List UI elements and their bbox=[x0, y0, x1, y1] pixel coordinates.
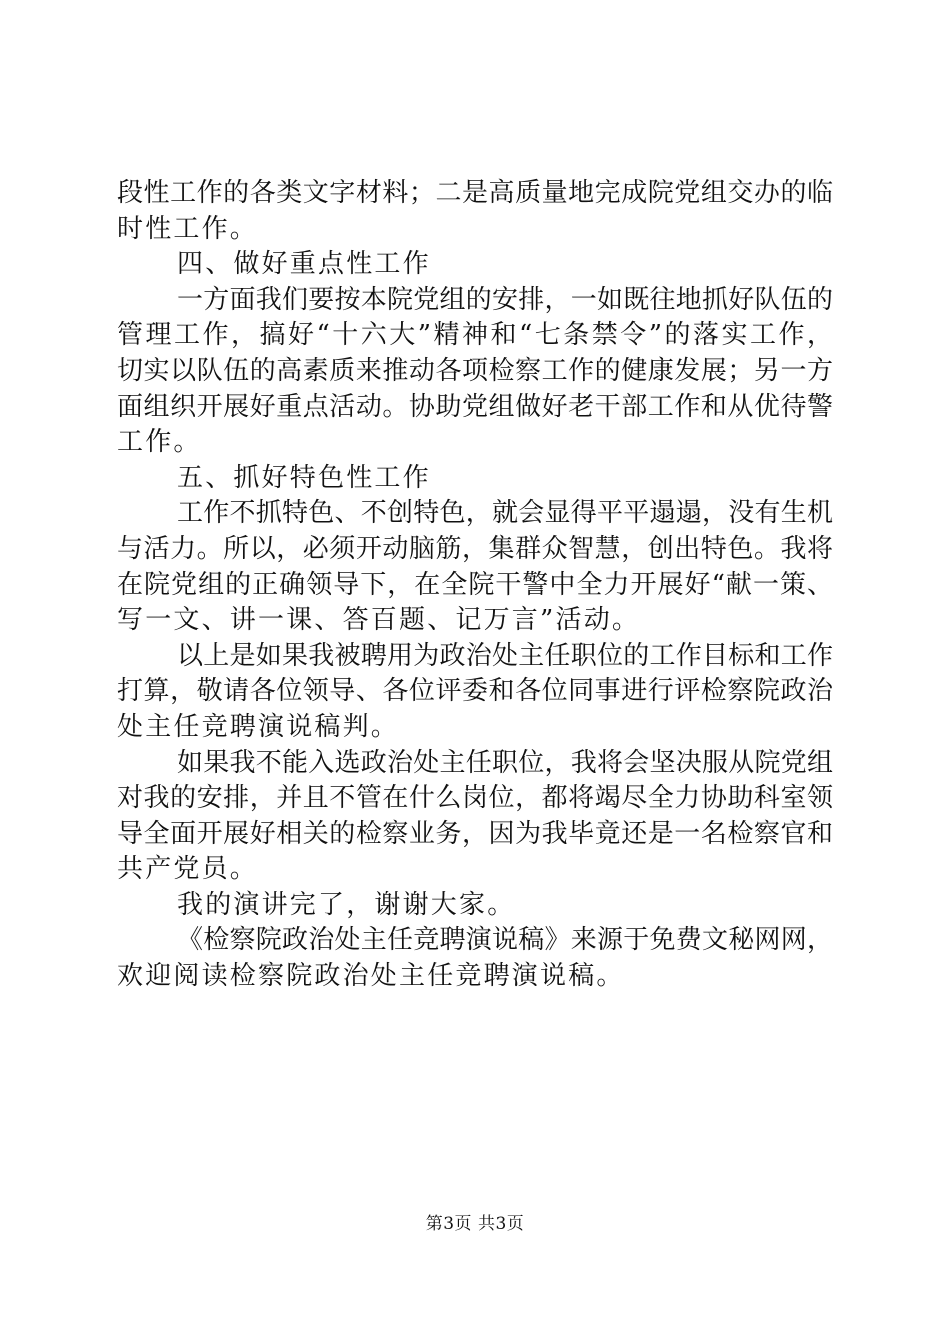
text-line: 一方面我们要按本院党组的安排，一如既往地抓好队伍的 bbox=[177, 284, 833, 315]
text-line: 处主任竞聘演说稿判。 bbox=[117, 711, 400, 742]
text-line: 五、抓好特色性工作 bbox=[177, 462, 431, 493]
text-line: 工作不抓特色、不创特色，就会显得平平遢遢，没有生机 bbox=[177, 498, 833, 529]
text-line: 段性工作的各类文字材料；二是高质量地完成院党组交办的临 bbox=[117, 178, 833, 208]
text-line: 我的演讲完了，谢谢大家。 bbox=[177, 889, 516, 920]
text-line: 导全面开展好相关的检察业务，因为我毕竟还是一名检察官和 bbox=[117, 818, 833, 849]
page-number-footer: 第3页 共3页 bbox=[425, 1214, 525, 1234]
text-line: 工作。 bbox=[117, 427, 202, 458]
text-line: 时性工作。 bbox=[117, 213, 259, 244]
text-line: 《检察院政治处主任竞聘演说稿》来源于免费文秘网网， bbox=[177, 925, 833, 956]
text-line: 对我的安排，并且不管在什么岗位，都将竭尽全力协助科室领 bbox=[117, 783, 833, 814]
text-line: 如果我不能入选政治处主任职位，我将会坚决服从院党组 bbox=[177, 747, 833, 778]
document-body bbox=[117, 176, 833, 995]
text-line: 写一文、讲一课、答百题、记万言”活动。 bbox=[117, 605, 641, 636]
text-line: 面组织开展好重点活动。协助党组做好老干部工作和从优待警 bbox=[117, 391, 833, 422]
text-line: 与活力。所以，必须开动脑筋，集群众智慧，创出特色。我将 bbox=[117, 533, 833, 564]
text-line: 在院党组的正确领导下，在全院干警中全力开展好“献一策、 bbox=[117, 569, 833, 600]
text-line: 共产党员。 bbox=[117, 854, 259, 885]
text-line: 以上是如果我被聘用为政治处主任职位的工作目标和工作 bbox=[177, 640, 833, 671]
text-line: 四、做好重点性工作 bbox=[177, 249, 431, 280]
text-line: 欢迎阅读检察院政治处主任竞聘演说稿。 bbox=[117, 961, 625, 992]
text-line: 切实以队伍的高素质来推动各项检察工作的健康发展；另一方 bbox=[117, 355, 833, 386]
text-line: 打算，敬请各位领导、各位评委和各位同事进行评检察院政治 bbox=[117, 676, 833, 707]
text-line: 管理工作，搞好“十六大”精神和“七条禁令”的落实工作， bbox=[117, 320, 833, 351]
